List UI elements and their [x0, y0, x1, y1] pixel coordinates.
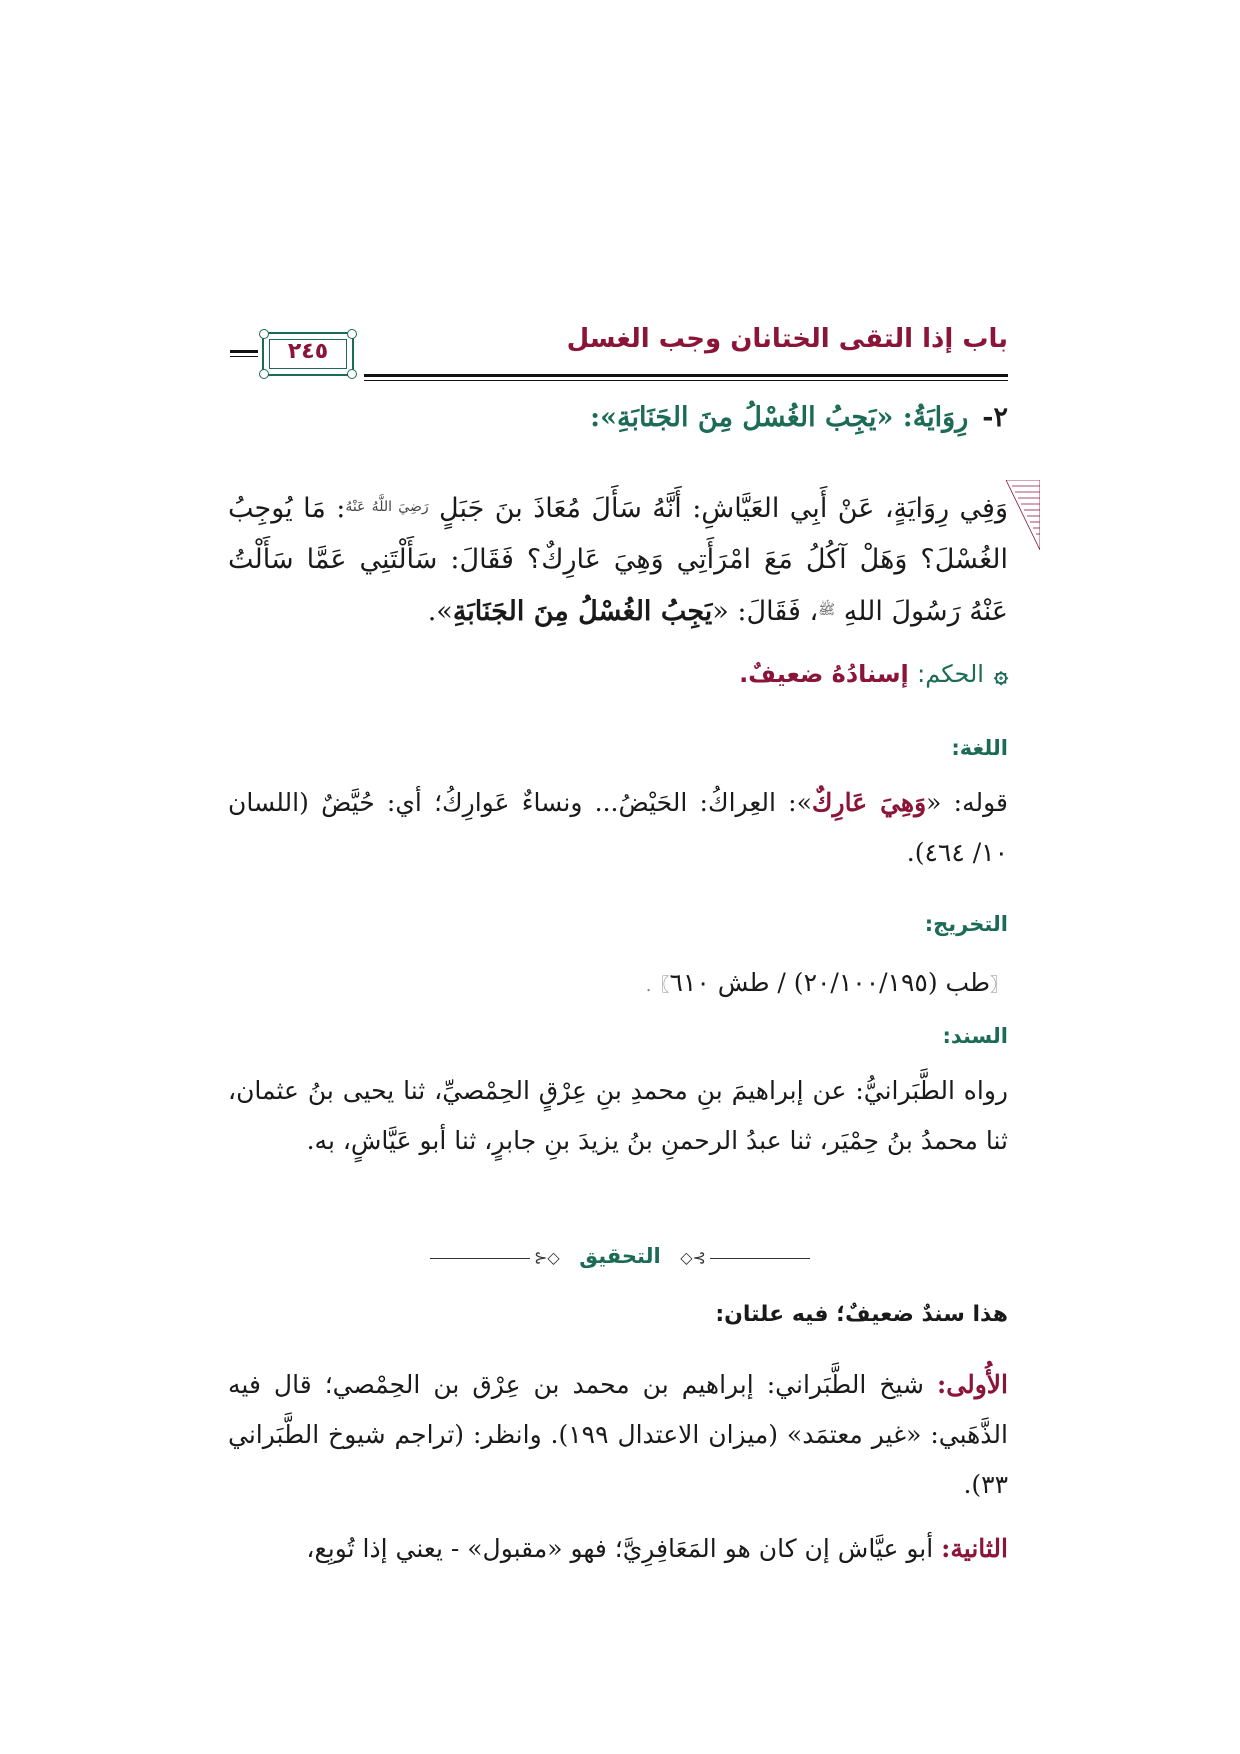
honorific-glyph: ﷺ — [818, 602, 836, 618]
running-title: باب إذا التقى الختانان وجب الغسل — [566, 324, 1008, 354]
takhrij-sources: طب (٢٠/١٠٠/١٩٥) / طش ٦١٠ — [669, 968, 990, 997]
frame-corner-ornament — [347, 369, 357, 379]
header-rule-thin — [364, 380, 1008, 381]
frame-corner-ornament — [347, 329, 357, 339]
takhrij-text — [228, 958, 1008, 1011]
hadith-text-part: وَفِي رِوَايَةٍ، عَنْ أَبِي العَيَّاشِ: أَنَّهُ سَأَلَ مُعَاذَ بنَ جَبَلٍ — [439, 493, 1008, 524]
ruling-ornament-icon: ۞ — [993, 660, 1008, 688]
first-defect-label: الأُولى: — [937, 1370, 1009, 1399]
page-number: ٢٤٥ — [287, 339, 329, 364]
hadith-quote: يَجِبُ الغُسْلُ مِنَ الجَنَابَةِ — [452, 596, 713, 627]
hadith-text-part: : مَا يُوجِبُ الغُسْلَ؟ وَهَلْ آكُلُ مَعَ امْرَأَتِي وَهِيَ عَارِكٌ؟ فَقَالَ: سَأَلْتَنِي عَمَّا سَأَلْتُ عَنْهُ رَسُولَ اللهِ — [228, 493, 1008, 627]
section-number: ٢- — [982, 402, 1008, 433]
tahqiq-divider — [430, 1244, 810, 1274]
divider-ornament-icon: ⊱◇ — [680, 1248, 706, 1267]
language-text: »: العِراكُ: الحَيْضُ... ونساءٌ عَوارِكُ؛ أي: حُيَّضٌ (اللسان ١٠/ ٤٦٤). — [228, 788, 1008, 867]
frame-corner-ornament — [259, 369, 269, 379]
divider-ornament-icon: ◇⊰ — [534, 1248, 560, 1267]
second-defect-label: الثانية: — [941, 1534, 1008, 1563]
ruling-line — [228, 660, 1008, 688]
sanad-text: رواه الطَّبَرانيُّ: عن إبراهيمَ بنِ محمدِ بنِ عِرْقٍ الحِمْصيِّ، ثنا يحيى بنُ عثمان، ثنا محمدُ بنُ حِمْيَر، ثنا عبدُ الرحمنِ بنُ يزيدَ بنِ جابرٍ، ثنا أبو عَيَّاشٍ، به. — [228, 1076, 1008, 1155]
language-heading: اللغة: — [951, 736, 1008, 760]
hadith-text-part: ». — [427, 596, 453, 627]
hadith-corner-ornament-icon — [1006, 480, 1040, 550]
frame-corner-ornament — [259, 329, 269, 339]
divider-line-right — [710, 1258, 810, 1259]
takhrij-close-bracket: 〗. — [645, 975, 670, 996]
header-rule-thick — [364, 374, 1008, 377]
page-number-frame — [262, 332, 354, 376]
hadith-text-part: ، فَقَالَ: « — [712, 596, 819, 627]
honorific-glyph: رَضِيَ اللَّهُ عَنْهُ — [345, 499, 429, 515]
first-defect — [228, 1360, 1008, 1510]
tahqiq-verdict: هذا سندٌ ضعيفٌ؛ فيه علتان: — [715, 1302, 1008, 1327]
second-defect-text: أبو عيَّاش إن كان هو المَعَافِرِيَّ؛ فهو «مقبول» - يعني إذا تُوبِع، — [306, 1534, 934, 1563]
hadith-text — [228, 482, 1008, 637]
header-rule-left-thick — [230, 350, 258, 353]
takhrij-open-bracket: 〖 — [990, 975, 1008, 996]
gloss-word: وَهِيَ عَارِكٌ — [811, 788, 927, 817]
ruling-value: إسنادُهُ ضعيفٌ. — [739, 660, 909, 688]
section-title: رِوَايَةُ: «يَجِبُ الغُسْلُ مِنَ الجَنَابَةِ»: — [590, 402, 969, 433]
language-prefix: قوله: « — [926, 788, 1008, 817]
first-defect-text: شيخ الطَّبَراني: إبراهيم بن محمد بن عِرْق بن الحِمْصي؛ قال فيه الذَّهَبي: «غير معتمَد» (ميزان الاعتدال ١٩٩). وانظر: (تراجم شيوخ الطَّبَراني ٣٣). — [228, 1370, 1008, 1499]
ruling-label: الحكم: — [917, 660, 984, 688]
page-header — [238, 310, 1008, 380]
header-rule-left-thin — [230, 356, 258, 357]
language-note — [228, 778, 1008, 878]
sanad-heading: السند: — [942, 1024, 1008, 1048]
takhrij-heading: التخريج: — [924, 912, 1008, 936]
tahqiq-title: التحقيق — [579, 1244, 661, 1268]
section-heading — [228, 402, 1008, 433]
second-defect — [228, 1524, 1008, 1574]
